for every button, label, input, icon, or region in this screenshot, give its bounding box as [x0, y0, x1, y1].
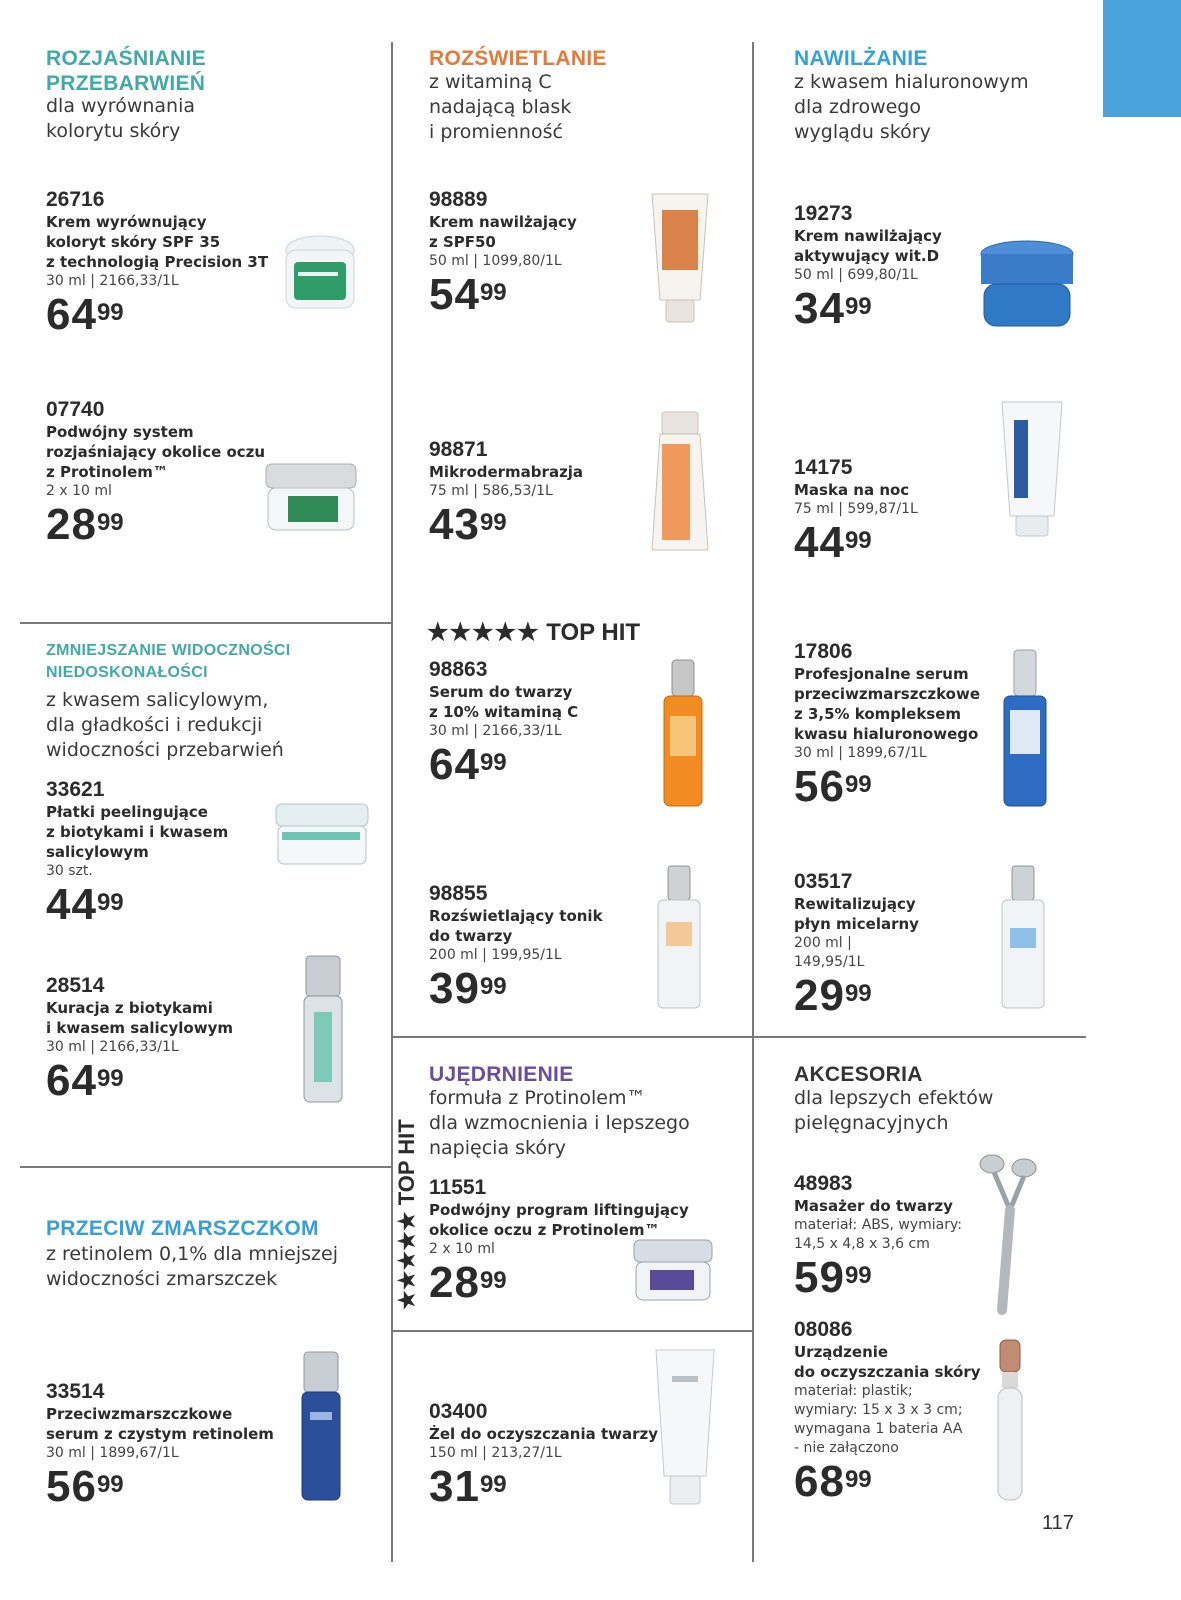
product-name: Mikrodermabrazja	[429, 463, 584, 481]
price-cents: 99	[479, 1471, 507, 1498]
product-19273[interactable]	[794, 202, 994, 341]
product-code: 03400	[429, 1400, 488, 1423]
product-code: 98855	[429, 882, 488, 905]
price-cents: 99	[479, 1267, 507, 1294]
product-code: 98863	[429, 658, 488, 681]
category-title-rozswietlanie: ROZŚWIETLANIE	[429, 47, 607, 70]
category-desc-niedoskonalosci: z kwasem salicylowym, dla gładkości i redukcji widoczności przebarwień	[46, 689, 284, 761]
product-price	[429, 964, 649, 1021]
product-code: 33514	[46, 1380, 105, 1403]
section-tab	[1103, 0, 1181, 117]
price-cents: 99	[479, 509, 507, 536]
price-cents: 99	[96, 889, 124, 916]
price-cents: 99	[96, 1471, 124, 1498]
price-whole: 34	[794, 284, 845, 333]
star-icon: ★★★★★	[427, 619, 540, 646]
product-name: Podwójny program liftingujący okolice oczu z Protinolem™	[429, 1201, 689, 1239]
price-cents: 99	[844, 1466, 872, 1493]
spf-tube-image	[648, 190, 712, 326]
column-divider-right	[752, 42, 754, 1562]
night-mask-tube-image	[998, 398, 1066, 540]
category-title-ujedrnienie: UJĘDRNIENIE	[429, 1063, 574, 1086]
price-whole: 64	[46, 290, 97, 339]
product-name: Masażer do twarzy	[794, 1197, 953, 1215]
category-title-akcesoria: AKCESORIA	[794, 1063, 923, 1086]
category-desc-akcesoria: dla lepszych efektów pielęgnacyjnych	[794, 1087, 994, 1134]
product-price	[46, 880, 286, 937]
price-whole: 54	[429, 270, 480, 319]
product-code: 17806	[794, 640, 853, 663]
product-code: 33621	[46, 778, 105, 801]
hydrating-jar-image	[972, 234, 1082, 332]
micellar-bottle-image	[998, 862, 1048, 1012]
product-03400[interactable]	[429, 1400, 669, 1519]
price-cents: 99	[844, 980, 872, 1007]
category-desc-ujedrnienie: formuła z Protinolem™ dla wzmocnienia i lepszego napięcia skóry	[429, 1087, 690, 1159]
section-divider	[391, 1036, 1086, 1038]
price-whole: 29	[794, 971, 845, 1020]
product-details: 75 ml | 599,87/1L	[794, 501, 918, 517]
product-price	[794, 762, 1004, 819]
vitamin-c-serum-image	[660, 656, 706, 810]
category-title-rozjasnianie: ROZJAŚNIANIE PRZEBARWIEŃ	[46, 47, 206, 95]
product-code: 98889	[429, 188, 488, 211]
cleansing-gel-tube-image	[652, 1346, 718, 1508]
product-price	[46, 290, 306, 347]
price-cents: 99	[96, 1065, 124, 1092]
product-name: Krem wyrównujący koloryt skóry SPF 35 z technologią Precision 3T	[46, 213, 269, 271]
category-desc-rozswietlanie: z witaminą C nadającą blask i promienność	[429, 71, 572, 143]
price-whole: 56	[46, 1462, 97, 1511]
product-98855[interactable]	[429, 882, 649, 1021]
category-desc-zmarszczki: z retinolem 0,1% dla mniejszej widoczności zmarszczek	[46, 1243, 338, 1290]
category-desc-rozjasnianie: dla wyrównania kolorytu skóry	[46, 95, 196, 142]
product-14175[interactable]	[794, 456, 994, 575]
product-price	[429, 500, 649, 557]
product-name: Serum do twarzy z 10% witaminą C	[429, 683, 579, 721]
category-desc-nawilzanie: z kwasem hialuronowym dla zdrowego wyglądu skóry	[794, 71, 1029, 143]
product-name: Krem nawilżający aktywujący wit.D	[794, 227, 942, 265]
product-code: 48983	[794, 1172, 853, 1195]
product-details: 150 ml | 213,27/1L	[429, 1445, 562, 1461]
section-divider	[391, 1330, 752, 1332]
product-08086[interactable]	[794, 1318, 1014, 1514]
product-name: Krem nawilżający z SPF50	[429, 213, 577, 251]
product-name: Płatki peelingujące z biotykami i kwasem salicylowym	[46, 803, 229, 861]
page-number: 117	[1042, 1512, 1074, 1534]
product-details: 30 ml | 2166,33/1L	[429, 723, 562, 739]
product-code: 19273	[794, 202, 853, 225]
eye-cream-jar-image	[262, 458, 362, 538]
product-price	[794, 1457, 1014, 1514]
face-roller-image	[952, 1150, 1062, 1320]
price-cents: 99	[96, 299, 124, 326]
product-details: 30 ml | 1899,67/1L	[794, 745, 927, 761]
serum-bottle-image	[298, 952, 348, 1108]
product-code: 03517	[794, 870, 853, 893]
product-details: 2 x 10 ml	[429, 1241, 495, 1257]
price-whole: 56	[794, 762, 845, 811]
category-title-nawilzanie: NAWILŻANIE	[794, 47, 928, 70]
price-cents: 99	[844, 771, 872, 798]
product-name: Rozświetlający tonik do twarzy	[429, 907, 603, 945]
top-hit-label: TOP HIT	[394, 1119, 419, 1206]
product-price	[429, 1462, 669, 1519]
product-name: Urządzenie do oczyszczania skóry	[794, 1343, 981, 1381]
product-price	[46, 1462, 296, 1519]
product-33514[interactable]	[46, 1380, 296, 1519]
price-cents: 99	[479, 973, 507, 1000]
product-name: Profesjonalne serum przeciwzmarszczkowe z 3,5% kompleksem kwasu hialuronowego	[794, 665, 980, 743]
price-whole: 39	[429, 964, 480, 1013]
product-details: 30 ml | 2166,33/1L	[46, 1039, 179, 1055]
price-cents: 99	[479, 279, 507, 306]
hyaluronic-serum-image	[1000, 646, 1050, 810]
section-divider	[20, 1166, 391, 1168]
product-98871[interactable]	[429, 438, 649, 557]
lifting-eye-jar-image	[632, 1236, 714, 1306]
product-98863[interactable]	[429, 658, 649, 797]
price-cents: 99	[844, 293, 872, 320]
product-name: Maska na noc	[794, 481, 910, 499]
product-code: 26716	[46, 188, 105, 211]
price-whole: 68	[794, 1457, 845, 1506]
product-details: 200 ml | 149,95/1L	[794, 935, 865, 970]
product-17806[interactable]	[794, 640, 1004, 819]
product-code: 14175	[794, 456, 853, 479]
price-whole: 28	[429, 1258, 480, 1307]
product-code: 08086	[794, 1318, 853, 1341]
product-details: 30 ml | 2166,33/1L	[46, 273, 179, 289]
product-price	[429, 740, 649, 797]
price-cents: 99	[96, 509, 124, 536]
price-cents: 99	[479, 749, 507, 776]
price-whole: 43	[429, 500, 480, 549]
product-price	[429, 270, 649, 327]
product-28514[interactable]	[46, 974, 286, 1113]
product-details: materiał: plastik; wymiary: 15 x 3 x 3 cm; wymagana 1 bateria AA - nie załączono	[794, 1383, 963, 1456]
product-details: 200 ml | 199,95/1L	[429, 947, 562, 963]
product-name: Przeciwzmarszczkowe serum z czystym retinolem	[46, 1405, 274, 1443]
microdermabrasion-tube-image	[648, 408, 712, 554]
product-details: materiał: ABS, wymiary: 14,5 x 4,8 x 3,6 cm	[794, 1217, 962, 1252]
section-divider	[20, 622, 391, 624]
product-name: Rewitalizujący płyn micelarny	[794, 895, 919, 933]
product-name: Kuracja z biotykami i kwasem salicylowym	[46, 999, 233, 1037]
product-name: Żel do oczyszczania twarzy	[429, 1425, 659, 1443]
product-26716[interactable]	[46, 188, 306, 347]
retinol-serum-image	[296, 1348, 346, 1506]
product-98889[interactable]	[429, 188, 649, 327]
top-hit-label: TOP HIT	[546, 619, 641, 646]
price-whole: 28	[46, 500, 97, 549]
pads-jar-image	[272, 800, 372, 870]
product-code: 07740	[46, 398, 105, 421]
product-price	[794, 518, 994, 575]
product-details: 50 ml | 1099,80/1L	[429, 253, 562, 269]
column-divider-left	[391, 42, 393, 1562]
category-title-niedoskonalosci: ZMNIEJSZANIE WIDOCZNOŚCI NIEDOSKONAŁOŚCI	[46, 642, 291, 681]
product-price	[794, 284, 994, 341]
product-details: 30 ml | 1899,67/1L	[46, 1445, 179, 1461]
price-cents: 99	[844, 1262, 872, 1289]
star-icon: ★★★★★	[394, 1211, 419, 1310]
product-name: Podwójny system rozjaśniający okolice oczu z Protinolem™	[46, 423, 266, 481]
top-hit-badge	[427, 618, 640, 647]
price-whole: 59	[794, 1253, 845, 1302]
product-details: 50 ml | 699,80/1L	[794, 267, 918, 283]
product-price	[794, 971, 994, 1028]
product-price	[46, 1056, 286, 1113]
tonic-bottle-image	[654, 862, 704, 1012]
cream-jar-image	[272, 222, 372, 317]
product-details: 75 ml | 586,53/1L	[429, 483, 553, 499]
product-code: 28514	[46, 974, 105, 997]
top-hit-vertical-badge	[394, 1080, 424, 1310]
category-title-zmarszczki: PRZECIW ZMARSZCZKOM	[46, 1217, 319, 1240]
product-code: 11551	[429, 1176, 487, 1199]
price-whole: 64	[429, 740, 480, 789]
price-whole: 44	[794, 518, 845, 567]
product-33621[interactable]	[46, 778, 286, 937]
product-details: 30 szt.	[46, 863, 93, 879]
cleansing-device-image	[990, 1336, 1030, 1506]
price-cents: 99	[844, 527, 872, 554]
price-whole: 44	[46, 880, 97, 929]
price-whole: 31	[429, 1462, 480, 1511]
product-03517[interactable]	[794, 870, 994, 1028]
product-details: 2 x 10 ml	[46, 483, 112, 499]
product-code: 98871	[429, 438, 488, 461]
price-whole: 64	[46, 1056, 97, 1105]
